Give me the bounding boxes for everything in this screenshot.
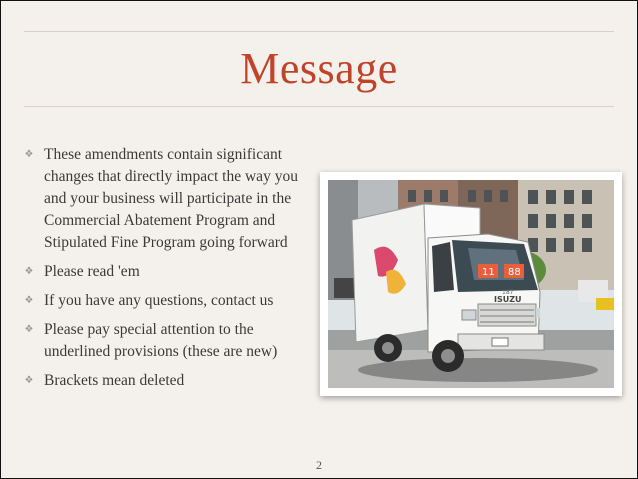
slide-title: Message <box>240 44 398 93</box>
bullet-list <box>22 144 322 399</box>
truck-illustration <box>328 180 614 388</box>
bullet-item <box>22 319 322 363</box>
bullet-text: If you have any questions, contact us <box>44 292 274 309</box>
truck-photo <box>328 180 614 388</box>
bullet-text: Brackets mean deleted <box>44 372 185 389</box>
diamond-bullet-icon: ❖ <box>24 149 34 160</box>
diamond-bullet-icon: ❖ <box>24 266 34 277</box>
page-number: 2 <box>316 458 322 472</box>
bullet-item <box>22 290 322 312</box>
photo-frame <box>320 172 622 396</box>
bullet-item <box>22 370 322 392</box>
bullet-text: Please read 'em <box>44 263 140 280</box>
bullet-text: These amendments contain significant changes that directly impact the way you and your business will participate in the Commercial Abatement Program and Stipulated Fine Program going forward <box>44 146 298 251</box>
truck-number-text: 187 <box>502 289 514 296</box>
bullet-item <box>22 261 322 283</box>
diamond-bullet-icon: ❖ <box>24 295 34 306</box>
cab-sign-right: 88 <box>508 267 521 278</box>
diamond-bullet-icon: ❖ <box>24 375 34 386</box>
top-divider <box>24 31 614 32</box>
bullet-text: Please pay special attention to the underlined provisions (these are new) <box>44 321 278 360</box>
bullet-item <box>22 144 322 254</box>
title-divider <box>24 106 614 107</box>
cab-sign-left: 11 <box>482 267 495 278</box>
diamond-bullet-icon: ❖ <box>24 324 34 335</box>
truck-brand-text: ISUZU <box>494 295 522 304</box>
